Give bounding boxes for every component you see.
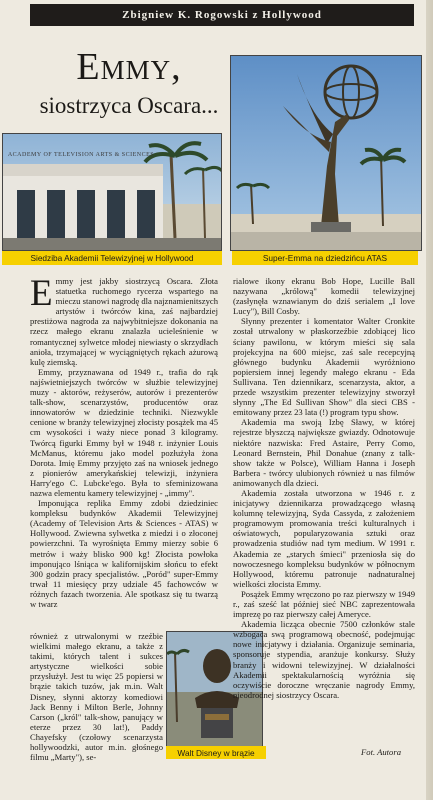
right-paragraph-3: Akademia ma swoją Izbę Sławy, w której rejestrze błyszczą największe gwiazdy. Odnotowuje niektóre nazwiska: Fred Astaire, Perry Como, Leonard Bernstein, Phil Donahue (znany z talk-show także w Polsce), William Hanna i Joseph Barbera - twórcy ulubionych również u nas filmów animowanych dla dzieci.: [233, 417, 415, 488]
academy-sign: ACADEMY OF TELEVISION ARTS & SCIENCES: [7, 152, 155, 158]
left-column-bottom: [30, 631, 163, 762]
academy-building-photo: [2, 133, 222, 251]
photo-credit: Fot. Autora: [361, 747, 401, 757]
byline-header: [30, 4, 414, 26]
left-paragraph-1: mmy jest jakby siostrzycą Oscara. Złota statuetka ruchomego rycerza wspartego na mieczu stanowi nagrodę dla najznamienitszych artystów i twórców kina, zaś najbardziej prestiżowa nagroda za najwybitniejsze dokonania na rzecz małego ekranu znalazła ucieleśnienie w romantycznej sylwetce młodej niewiasty o skrzydłach anioła, trzymającej w wyciągniętych rękach ażurową kulę ziemską.: [30, 276, 218, 367]
left-column: [30, 273, 218, 609]
right-paragraph-6: Akademia licząca obecnie 7500 członków stale wzbogaca swą programową obecność, podejmując nowe inicjatywy i działania. Organizuje seminaria, sponsoruje stypendia, aranżuje konkursy. Służy branży i widowni telewizyjnej. W działalności Akademii spektakularnością wyróżnia się oczywiście doroczne wręczanie nagrody Emmy, nieodrodnej siostrzycy Oscara.: [233, 619, 415, 700]
super-emma-photo: [230, 55, 422, 251]
article-title: Emmy,: [76, 46, 182, 88]
emma-caption: [232, 251, 418, 265]
academy-caption: [2, 251, 222, 265]
right-paragraph-2: Słynny prezenter i komentator Walter Cronkite został utrwalony w płaskorzeźbie zdobiącej lico ściany pawilonu, w którym mieści się sala projekcyjna na 600 miejsc, zaś sale recepcyjną głównego budynku Akademii wyróżniono popiersiem innej legendy małego ekranu - Eda Sullivana. Ten dziennikarz, scenarzysta, aktor, a przede wszystkim prezenter telewizyjny stworzył słynny „The Ed Sullivan Show" dla sieci CBS - emitowany przez 23 lata (!) program typu show.: [233, 316, 415, 418]
left-paragraph-3: Imponująca replika Emmy zdobi dziedziniec kompleksu budynków Akademii Telewizyjnej (Academy of Television Arts & Sciences - ATAS) w Hollywood. Zwiewna sylwetka z miedzi i o złoconej powierzchni. Ta wyrośnięta Emmy mierzy sobie 6 metrów i waży blisko 900 kg! Złocista powłoka imponująco lśniąca w kalifornijskim słońcu to efekt 300 godzin pracy specjalistów. „Poród" super-Emmy trwał 11 miesięcy przy udziale 45 fachowców w różnych fazach tworzenia. Ale spotkasz się tu twarzą w twarz: [30, 498, 218, 609]
right-paragraph-4: Akademia została utworzona w 1946 r. z inicjatywy dziennikarza prowadzącego własną kolumnę telewizyjną, Syda Cassyda, z założeniem programowym promowania treści kulturalnych i oświatowych, popularyzowania sztuki oraz prowadzenia studiów nad tym medium. W 1991 r. Akademia ze „starych śmieci" przeniosła się do nowoczesnego kompleksu budynków w północnym Hollywood, któremu patronuje nadnaturalnej wielkości złocista Emmy.: [233, 487, 415, 589]
left-paragraph-4: również z utrwalonymi w rzeźbie wielkimi małego ekranu, a także z takimi, których talent i sukces artystyczne wielkości sobie przysłużył. Jest tu więc 25 popiersi w brązie takich tuzów, jak m.in. Walt Disney, słynni aktorzy komediowi Jack Benny i Milton Berle, Johnny Carson („król" talk-show, panujący w eterze przez 30 lat!), Paddy Chayefsky (czołowy scenarzysta hollywoodzki, autor m.in. głośnego filmu „Marty"), se-: [30, 631, 163, 763]
disney-caption-text: Walt Disney w brązie: [177, 747, 255, 758]
byline-text: Zbigniew K. Rogowski z Hollywood: [122, 9, 322, 21]
academy-caption-text: Siedziba Akademii Telewizyjnej w Hollywood: [30, 253, 194, 263]
article-subtitle: siostrzyca Oscara...: [39, 93, 219, 118]
dropcap: E: [30, 273, 53, 314]
right-paragraph-5: Posążek Emmy wręczono po raz pierwszy w 1949 r., zaś sześć lat później sieć NBC zaprezentowała imprezę po raz pierwszy całej Ameryce.: [233, 588, 415, 620]
left-paragraph-2: Emmy, przyznawana od 1949 r., trafia do rąk najświetniejszych twórców w służbie telewizyjnej muzy - aktorów, reżyserów, autorów i prezenterów talk-show, scenarzystów, producentów oraz innowatorów w dziedzinie techniki. Niezwykle cenione w branży telewizyjnej złocisty posążek ma 45 cm wysokości i waży niece ponad 3 kilogramy. Twórcą figurki Emmy był w 1948 r. inżynier Louis McManus, któremu jako model pozłużyła żona Dorota. Imię Emmy przyjęto zaś na wniosek jednego z pionierów amerykańskiej telewizji, inżyniera Harry'ego C. Lubcke'ego. Była to sfeminizowana nazwa elementu kamery telewizyjnej - „immy".: [30, 366, 218, 498]
right-column: [233, 276, 415, 700]
disney-caption: [166, 746, 266, 759]
page-edge: [426, 0, 433, 800]
emma-caption-text: Super-Emma na dziedzińcu ATAS: [262, 253, 388, 263]
right-paragraph-1: rialowe ikony ekranu Bob Hope, Lucille Ball nazywana „królową" komedii telewizyjnej (zasłynęła wznawianym do dziś serialem „I love Lucy"), Bill Cosby.: [233, 276, 415, 317]
